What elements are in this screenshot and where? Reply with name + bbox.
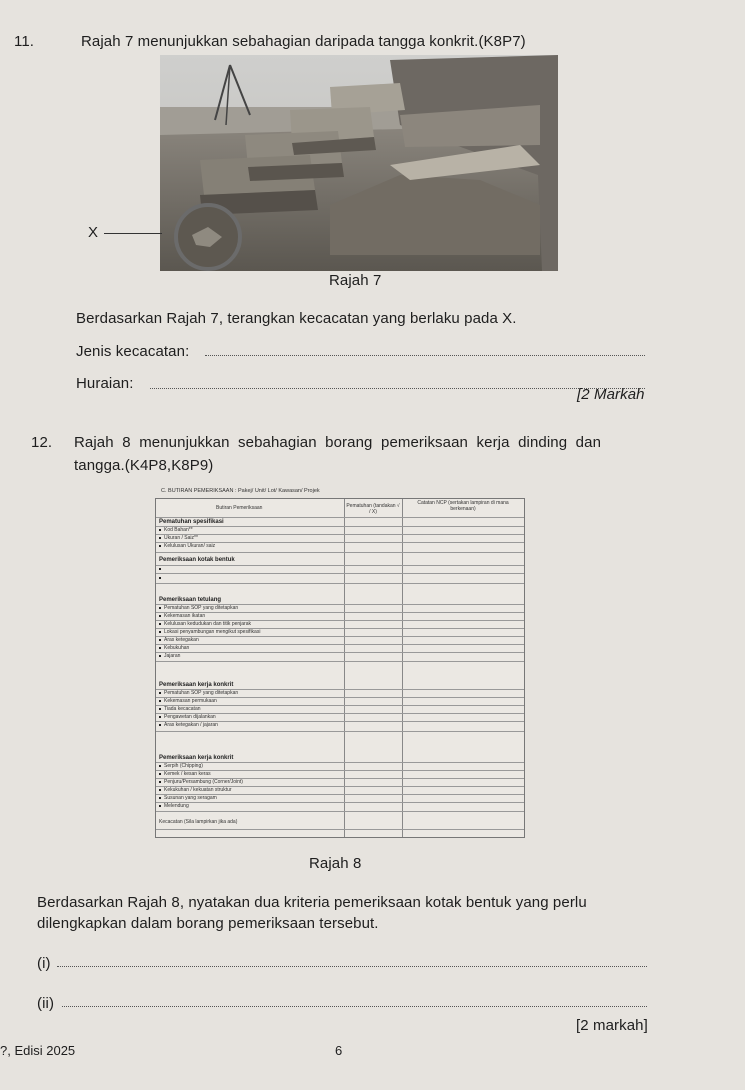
form-item: Kelulusan Ukuran/ saiz	[159, 543, 215, 549]
form-item: Melendung	[159, 803, 189, 809]
edition-footer: ?, Edisi 2025	[0, 1043, 76, 1058]
form-section-title: Pemeriksaan kerja konkrit	[159, 682, 234, 688]
description-answer-line[interactable]	[150, 388, 645, 389]
question-12-text-line2: tangga.(K4P8,K8P9)	[74, 457, 214, 474]
form-item: Kekemasan permukaan	[159, 698, 217, 704]
question-12-marks: [2 markah]	[576, 1017, 648, 1034]
answer-i-line[interactable]	[57, 966, 647, 967]
form-item: Tiada kecacatan	[159, 706, 201, 712]
form-item-blank	[159, 566, 164, 572]
question-11-number: 11.	[14, 33, 35, 50]
form-col-header-1: Butiran Pemeriksaan	[216, 505, 263, 511]
question-12-text-line1: Rajah 8 menunjukkan sebahagian borang pemeriksaan kerja dinding dan	[74, 434, 602, 451]
form-table	[155, 498, 525, 838]
form-item: Aras ketegakan / jajaran	[159, 722, 218, 728]
form-footer-row: Kecacatan (Sila lampirkan jika ada)	[159, 819, 238, 825]
form-item: Aras ketegakan	[159, 637, 199, 643]
figure-7-caption: Rajah 7	[329, 272, 382, 289]
form-item: Penjuru/Persambung (Corner/Joint)	[159, 779, 243, 785]
form-col-header-2: Pematuhan (tandakan √ / X)	[346, 503, 400, 515]
form-col-header-3: Catatan NCP (sertakan lampiran di mana berkenaan)	[417, 500, 509, 512]
form-item: Pematuhan SOP yang ditetapkan	[159, 690, 238, 696]
form-item: Susunan yang seragam	[159, 795, 217, 801]
inspection-form-image	[155, 488, 523, 836]
description-label: Huraian:	[76, 375, 134, 392]
concrete-stairs-photo	[160, 55, 558, 271]
figure-8-caption: Rajah 8	[309, 855, 362, 872]
answer-ii-line[interactable]	[62, 1006, 647, 1007]
form-item: Kod Bahan**	[159, 527, 193, 533]
form-item: Kekemasan ikatan	[159, 613, 205, 619]
form-item: Serpih (Chipping)	[159, 763, 203, 769]
question-12-number: 12.	[31, 434, 53, 451]
defect-type-answer-line[interactable]	[205, 355, 645, 356]
form-item: Lokasi penyambungan mengikut spesifikasi	[159, 629, 260, 635]
page-number: 6	[335, 1043, 343, 1058]
form-section-title: Pemeriksaan tetulang	[159, 597, 222, 603]
form-item: Kemek / kesan keras	[159, 771, 211, 777]
form-item: Jajaran	[159, 653, 180, 659]
form-item: Ukuran / Saiz**	[159, 535, 198, 541]
form-item: Pengawetan dijalankan	[159, 714, 216, 720]
form-title: C. BUTIRAN PEMERIKSAAN : Pakej/ Unit/ Lot/ Kawasan/ Projek	[161, 488, 320, 494]
answer-i-label: (i)	[37, 955, 51, 972]
question-11-marks: [2 Markah	[577, 386, 645, 403]
form-item: Kebukuhan	[159, 645, 189, 651]
defect-type-label: Jenis kecacatan:	[76, 343, 190, 360]
form-item-blank	[159, 575, 164, 581]
form-section-title: Pemeriksaan kerja konkrit	[159, 755, 234, 761]
form-section-title: Pematuhan spesifikasi	[159, 519, 224, 525]
photo-marker-label: X	[88, 224, 99, 241]
question-12-prompt-line1: Berdasarkan Rajah 8, nyatakan dua kriteria pemeriksaan kotak bentuk yang perlu	[37, 894, 587, 911]
question-11-text: Rajah 7 menunjukkan sebahagian daripada tangga konkrit.(K8P7)	[81, 33, 526, 50]
form-item: Kekukuhan / kekuatan struktur	[159, 787, 232, 793]
answer-ii-label: (ii)	[37, 995, 55, 1012]
form-section-title: Pemeriksaan kotak bentuk	[159, 557, 235, 563]
form-item: Kelulusan kedudukan dan titik penjarak	[159, 621, 251, 627]
marker-pointer-line	[104, 233, 162, 234]
question-12-prompt-line2: dilengkapkan dalam borang pemeriksaan tersebut.	[37, 915, 379, 932]
question-11-prompt: Berdasarkan Rajah 7, terangkan kecacatan yang berlaku pada X.	[76, 310, 517, 327]
form-item: Pematuhan SOP yang ditetapkan	[159, 605, 238, 611]
